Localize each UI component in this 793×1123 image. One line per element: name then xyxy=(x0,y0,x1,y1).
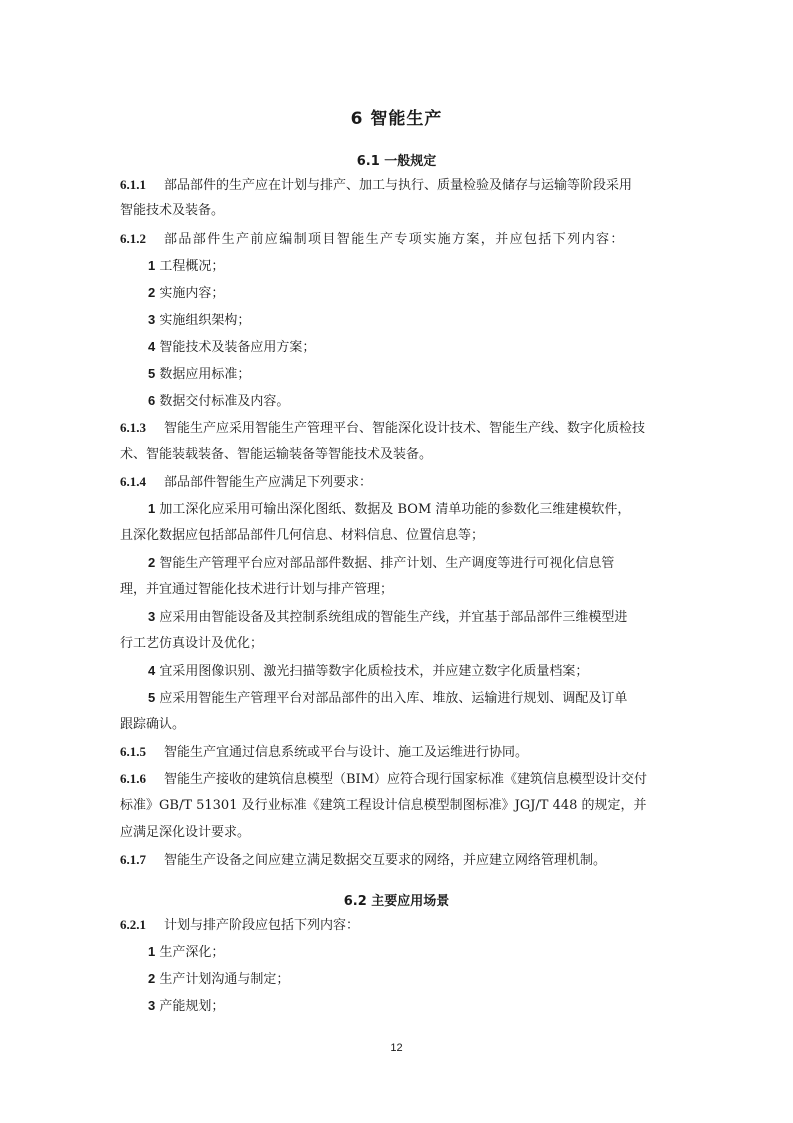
list-item-cont: 行工艺仿真设计及优化； xyxy=(120,636,264,651)
list-item: 6 数据交付标准及内容。 xyxy=(148,393,290,409)
clause-number: 6.1.5 xyxy=(120,744,146,759)
clause-number: 6.1.3 xyxy=(120,420,146,435)
list-item: 3 产能规划； xyxy=(148,998,225,1014)
clause-6-1-1-cont: 智能技术及装备。 xyxy=(120,203,225,218)
clause-text: 部品部件的生产应在计划与排产、加工与执行、质量检验及储存与运输等阶段采用 xyxy=(164,178,633,193)
clause-6-1-2 xyxy=(120,230,625,249)
list-item-cont: 且深化数据应包括部品部件几何信息、材料信息、位置信息等； xyxy=(120,528,485,543)
clause-6-1-7 xyxy=(120,851,606,870)
list-item-cont: 理，并宜通过智能化技术进行计划与排产管理； xyxy=(120,582,394,597)
clause-6-1-6 xyxy=(120,770,647,789)
clause-number: 6.1.6 xyxy=(120,771,146,786)
clause-6-1-6-cont: 标准》GB/T 51301 及行业标准《建筑工程设计信息模型制图标准》JGJ/T 448 的规定，并 xyxy=(120,798,647,813)
list-item: 1 加工深化应采用可输出深化图纸、数据及 BOM 清单功能的参数化三维建模软件， xyxy=(148,501,631,517)
list-item: 1 工程概况； xyxy=(148,258,225,274)
clause-text: 计划与排产阶段应包括下列内容： xyxy=(164,918,360,933)
clause-6-1-4 xyxy=(120,473,372,492)
list-item: 4 智能技术及装备应用方案； xyxy=(148,339,316,355)
clause-6-1-3-cont: 术、智能装载装备、智能运输装备等智能技术及装备。 xyxy=(120,447,433,462)
clause-6-1-3 xyxy=(120,419,645,438)
clause-number: 6.1.4 xyxy=(120,474,146,489)
clause-number: 6.2.1 xyxy=(120,917,146,932)
clause-6-1-6-cont: 应满足深化设计要求。 xyxy=(120,825,251,840)
list-item: 3 应采用由智能设备及其控制系统组成的智能生产线，并宜基于部品部件三维模型进 xyxy=(148,609,628,625)
clause-number: 6.1.7 xyxy=(120,852,146,867)
page-number: 12 xyxy=(390,1042,403,1054)
list-item: 4 宜采用图像识别、激光扫描等数字化质检技术，并应建立数字化质量档案； xyxy=(148,663,589,679)
clause-text: 部品部件生产前应编制项目智能生产专项实施方案，并应包括下列内容： xyxy=(164,232,625,247)
section-title-6-1: 6.1 一般规定 xyxy=(356,154,437,169)
list-item: 1 生产深化； xyxy=(148,944,225,960)
section-title-6-2: 6.2 主要应用场景 xyxy=(343,894,450,909)
clause-6-1-1 xyxy=(120,176,632,195)
clause-text: 智能生产应采用智能生产管理平台、智能深化设计技术、智能生产线、数字化质检技 xyxy=(164,421,646,436)
clause-text: 智能生产设备之间应建立满足数据交互要求的网络，并应建立网络管理机制。 xyxy=(164,853,607,868)
clause-text: 部品部件智能生产应满足下列要求： xyxy=(164,475,373,490)
clause-6-1-5 xyxy=(120,743,528,762)
clause-number: 6.1.1 xyxy=(120,177,146,192)
chapter-title: 6 智能生产 xyxy=(350,109,443,129)
list-item: 5 数据应用标准； xyxy=(148,366,251,382)
list-item-cont: 跟踪确认。 xyxy=(120,717,186,732)
clause-text: 智能生产宜通过信息系统或平台与设计、施工及运维进行协同。 xyxy=(164,745,529,760)
list-item: 5 应采用智能生产管理平台对部品部件的出入库、堆放、运输进行规划、调配及订单 xyxy=(148,690,628,706)
list-item: 2 生产计划沟通与制定； xyxy=(148,971,290,987)
list-item: 2 实施内容； xyxy=(148,285,225,301)
clause-6-2-1 xyxy=(120,916,359,935)
clause-text: 智能生产接收的建筑信息模型（BIM）应符合现行国家标准《建筑信息模型设计交付 xyxy=(164,772,648,787)
list-item: 2 智能生产管理平台应对部品部件数据、排产计划、生产调度等进行可视化信息管 xyxy=(148,555,615,571)
list-item: 3 实施组织架构； xyxy=(148,312,251,328)
clause-number: 6.1.2 xyxy=(120,231,146,246)
